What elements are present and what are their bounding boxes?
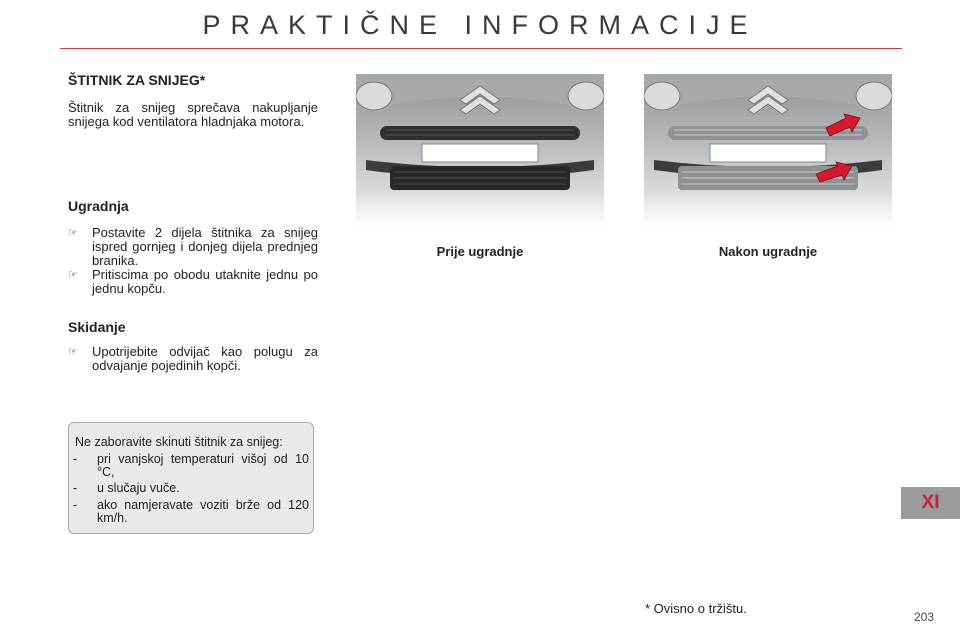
- chapter-tab: XI: [901, 487, 960, 519]
- remove-title: Skidanje: [68, 319, 126, 335]
- pointing-hand-icon: ☞: [68, 227, 78, 239]
- caption-before: Prije ugradnje: [436, 244, 524, 259]
- pointing-hand-icon: ☞: [68, 346, 78, 358]
- pointing-hand-icon: ☞: [68, 269, 78, 281]
- note-item: - u slučaju vuče.: [73, 481, 180, 495]
- intro-paragraph: Štitnik za snijeg sprečava nakupljanje snijega kod ventilatora hladnjaka motora.: [68, 100, 318, 129]
- footnote: * Ovisno o tržištu.: [645, 601, 747, 616]
- note-intro: Ne zaboravite skinuti štitnik za snijeg:: [75, 435, 283, 449]
- remove-bullet-1: ☞ Upotrijebite odvijač kao polugu za odvajanje pojedinih kopči.: [68, 344, 318, 373]
- caption-after: Nakon ugradnje: [718, 244, 818, 259]
- photo-before-install: [356, 74, 604, 232]
- install-title: Ugradnja: [68, 198, 129, 214]
- note-item: - pri vanjskoj temperaturi višoj od 10 °C,: [73, 452, 309, 479]
- note-item: - ako namjeravate voziti brže od 120 km/h.: [73, 498, 309, 525]
- photo-after-install: [644, 74, 892, 232]
- page-title: PRAKTIČNE INFORMACIJE: [202, 10, 758, 40]
- install-bullet-1: ☞ Postavite 2 dijela štitnika za snijeg ispred gornjeg i donjeg dijela prednjeg branika.: [68, 225, 318, 268]
- page-number: 203: [914, 610, 935, 624]
- car-front-after-illustration: [644, 74, 892, 232]
- section-heading: ŠTITNIK ZA SNIJEG*: [68, 72, 206, 88]
- header-rule: [60, 48, 902, 49]
- reminder-note: [68, 422, 314, 534]
- car-front-before-illustration: [356, 74, 604, 232]
- install-bullet-2: ☞ Pritiscima po obodu utaknite jednu po jednu kopču.: [68, 267, 318, 296]
